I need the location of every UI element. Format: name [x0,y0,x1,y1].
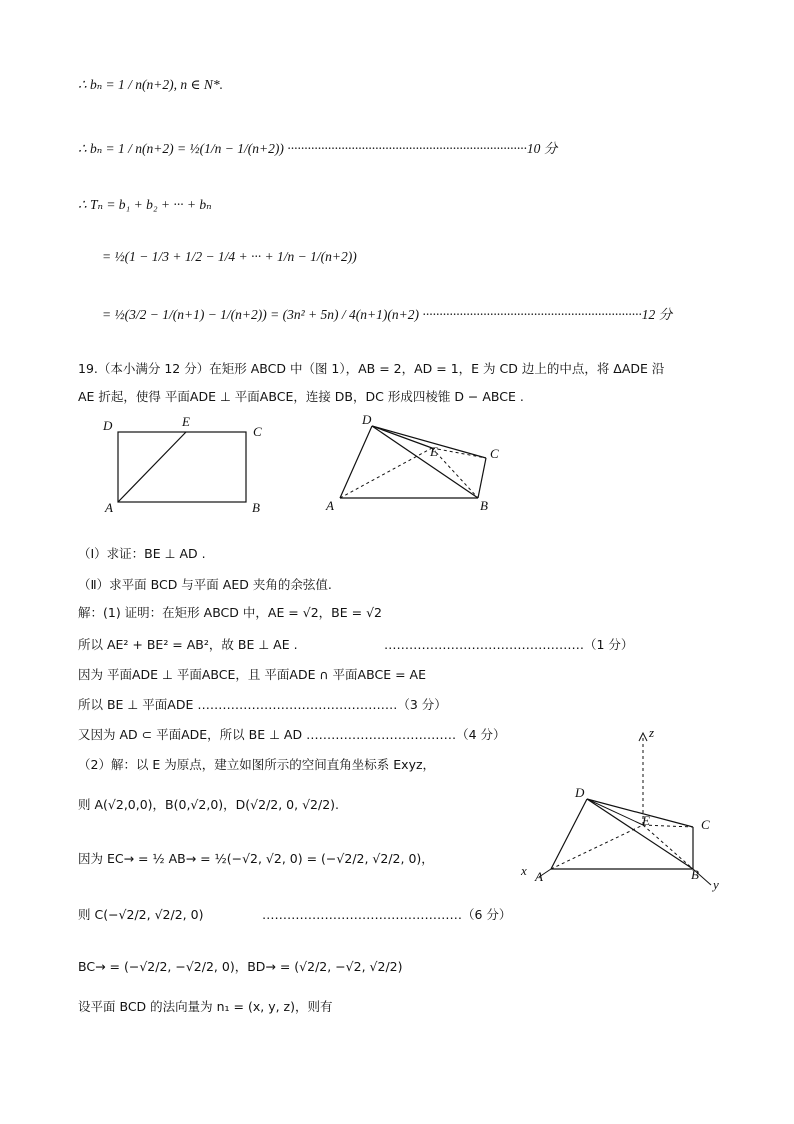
fig1-label-d: D [103,418,113,433]
figure-pyramid [320,412,510,516]
fig1-label-c: C [253,424,262,439]
fig3-label-c: C [701,817,710,832]
fig3-label-a: A [535,869,543,884]
fig3-label-b: B [691,867,699,882]
solution-line-10: BC→ = (−√2/2, −√2/2, 0)，BD→ = (√2/2, −√2, √2/2) [78,959,403,974]
question-19-line2: AE 折起，使得 平面ADE ⊥ 平面ABCE，连接 DB，DC 形成四棱锥 D − ABCE . [78,389,524,404]
solution-line-5: 又因为 AD ⊂ 平面ADE，所以 BE ⊥ AD ………………………………（4 分） [78,727,506,742]
solution-line-9-score: …………………………………………（6 分） [262,907,512,922]
line-bn-partial-fraction: ∴ bₙ = 1 / n(n+2) = ½(1/n − 1/(n+2)) ·······································································10 分 [78,141,558,156]
line-tn-expand: = ½(1 − 1/3 + 1/2 − 1/4 + ··· + 1/n − 1/(n+2)) [102,249,357,264]
solution-line-4: 所以 BE ⊥ 平面ADE …………………………………………（3 分） [78,697,447,712]
fig3-label-d: D [575,785,585,800]
solution-line-3: 因为 平面ADE ⊥ 平面ABCE，且 平面ADE ∩ 平面ABCE = AE [78,667,426,682]
part-1-prompt: （Ⅰ）求证：BE ⊥ AD . [78,546,206,561]
solution-line-6: （2）解：以 E 为原点，建立如图所示的空间直角坐标系 Exyz， [78,757,436,772]
fig3-label-y: y [713,877,719,892]
fig2-label-d: D [362,412,372,427]
fig3-label-x: x [521,863,527,878]
figure-coordinate-system [515,725,730,900]
solution-line-11: 设平面 BCD 的法向量为 n₁ = (x, y, z)，则有 [78,999,333,1014]
fig1-label-b: B [252,500,260,515]
figure-rectangle-abcd [100,412,270,516]
fig3-label-e: E [642,813,650,828]
solution-line-9: 则 C(−√2/2, √2/2, 0) [78,907,204,922]
fig2-label-c: C [490,446,499,461]
fig2-label-a: A [326,498,334,513]
solution-line-2-score: …………………………………………（1 分） [384,637,634,652]
solution-line-1: 解：(1) 证明：在矩形 ABCD 中，AE = √2，BE = √2 [78,605,382,620]
solution-line-7: 则 A(√2,0,0)，B(0,√2,0)，D(√2/2, 0, √2/2). [78,797,340,812]
solution-line-8: 因为 EC→ = ½ AB→ = ½(−√2, √2, 0) = (−√2/2, √2/2, 0)， [78,851,434,866]
line-tn-result: = ½(3/2 − 1/(n+1) − 1/(n+2)) = (3n² + 5n) / 4(n+1)(n+2) ·································································12 分 [102,307,673,322]
line-tn-sum: ∴ Tₙ = b₁ + b₂ + ··· + bₙ [78,197,212,212]
part-2-prompt: （Ⅱ）求平面 BCD 与平面 AED 夹角的余弦值. [78,577,332,592]
fig2-label-b: B [480,498,488,513]
fig3-label-z: z [649,725,655,740]
line-bn-formula: ∴ bₙ = 1 / n(n+2), n ∈ N*. [78,77,224,92]
solution-line-2: 所以 AE² + BE² = AB²，故 BE ⊥ AE . [78,637,298,652]
question-19-line1: 19.（本小满分 12 分）在矩形 ABCD 中（图 1），AB = 2，AD = 1，E 为 CD 边上的中点，将 ΔADE 沿 [78,361,665,376]
fig1-label-e: E [182,414,190,429]
fig1-label-a: A [105,500,113,515]
fig2-label-e: E [430,444,438,459]
